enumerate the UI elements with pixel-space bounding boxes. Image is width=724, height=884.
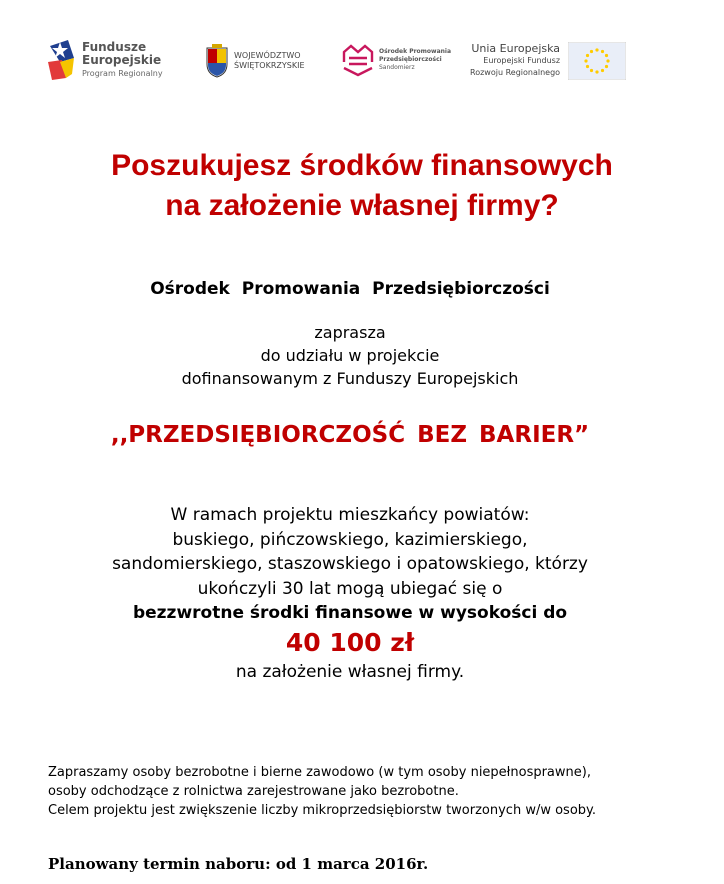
body-line3: sandomierskiego, staszowskiego i opatowskiego, którzy	[112, 554, 588, 574]
ue-line2: Europejski Fundusz	[483, 56, 561, 65]
wojewodztwo-logo	[206, 44, 305, 78]
wojewodztwo-line2: ŚWIĘTOKRZYSKIE	[234, 61, 305, 70]
ue-line3: Rozwoju Regionalnego	[470, 68, 561, 77]
invite-text	[0, 321, 700, 390]
organization-name: Ośrodek Promowania Przedsiębiorczości	[150, 279, 550, 299]
body-line2: buskiego, pińczowskiego, kazimierskiego,	[172, 529, 528, 550]
headline	[0, 146, 724, 226]
headline-line1: Poszukujesz środków finansowych	[111, 149, 613, 182]
opp-line3: Sandomierz	[379, 64, 415, 71]
invite-line2: do udziału w projekcie	[260, 346, 440, 365]
headline-line2: na założenie własnej firmy?	[165, 189, 559, 222]
opp-emblem-icon	[341, 42, 375, 78]
coat-of-arms-icon	[206, 44, 228, 78]
fundusze-europejskie-logo	[46, 38, 163, 82]
fundusze-line2: Europejskie	[82, 52, 162, 67]
notes-line2: osoby odchodzące z rolnictwa zarejestrowane jako bezrobotne.	[48, 784, 459, 799]
invite-line1: zaprasza	[314, 323, 386, 342]
opp-line2: Przedsiębiorczości	[379, 56, 442, 63]
unia-europejska-logo	[470, 42, 626, 80]
fundusze-star-icon	[46, 38, 76, 82]
amount: 40 100 zł	[285, 627, 415, 657]
notes-line1: Zapraszamy osoby bezrobotne i bierne zawodowo (w tym osoby niepełnosprawne),	[48, 765, 591, 780]
body-line1: W ramach projektu mieszkańcy powiatów:	[170, 505, 530, 525]
body-line5: bezzwrotne środki finansowe w wysokości do	[132, 603, 568, 623]
logo-bar	[0, 38, 724, 98]
body-line4: ukończyli 30 lat mogą ubiegać się o	[197, 578, 503, 599]
ue-line1: Unia Europejska	[471, 42, 561, 55]
body-line6: na założenie własnej firmy.	[235, 661, 465, 682]
body-text	[0, 503, 700, 684]
wojewodztwo-line1: WOJEWÓDZTWO	[234, 51, 301, 60]
recruitment-date: Planowany termin naboru: od 1 marca 2016r.	[48, 855, 429, 873]
fundusze-line3: Program Regionalny	[82, 68, 163, 78]
project-name: ,,PRZEDSIĘBIORCZOŚĆ BEZ BARIER”	[110, 422, 590, 448]
opp-line1: Ośrodek Promowania	[379, 48, 452, 55]
notes	[48, 763, 688, 820]
fundusze-line1: Fundusze	[82, 39, 147, 54]
eu-flag-icon	[568, 42, 626, 80]
notes-line3: Celem projektu jest zwiększenie liczby mikroprzedsiębiorstw tworzonych w/w osoby.	[48, 803, 597, 818]
invite-line3: dofinansowanym z Funduszy Europejskich	[181, 369, 519, 388]
opp-logo	[341, 42, 451, 78]
